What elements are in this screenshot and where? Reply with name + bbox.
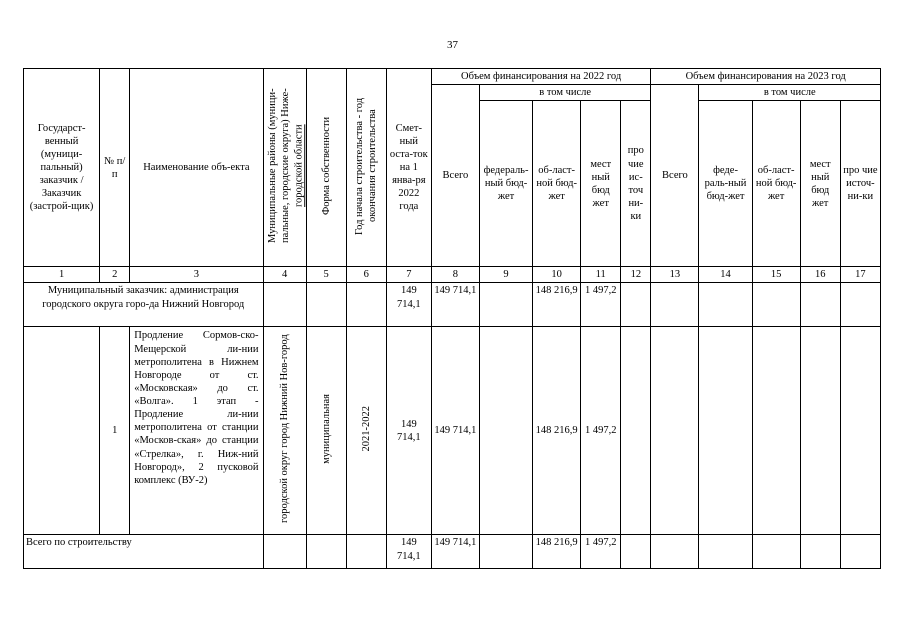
estimate-balance-value: 149 714,1 bbox=[386, 327, 431, 535]
total-2022-value: 149 714,1 bbox=[431, 535, 479, 569]
local-2022-value: 1 497,2 bbox=[581, 327, 621, 535]
col-number: 15 bbox=[752, 267, 800, 283]
header-estimate-balance: Смет-ный оста-ток на 1 янва-ря 2022 года bbox=[386, 69, 431, 267]
total-label: Всего по строительству bbox=[24, 535, 264, 569]
object-years: 2021-2022 bbox=[346, 327, 386, 535]
header-customer: Государст-венный (муници-пальный) заказчик / Заказчик (застрой-щик) bbox=[24, 69, 100, 267]
col-number: 2 bbox=[100, 267, 130, 283]
object-district: городской округ город Нижний Нов-город bbox=[263, 327, 306, 535]
col-number: 3 bbox=[130, 267, 263, 283]
header-other-2022: про чие ис-точ ни-ки bbox=[621, 101, 651, 267]
col-number: 17 bbox=[840, 267, 880, 283]
header-total-2023: Всего bbox=[651, 85, 699, 267]
header-years: Год начала строительства - год окончания строительства bbox=[346, 69, 386, 267]
object-name: Продление Сормов-ско-Мещерской ли-нии метрополитена в Нижнем Новгороде от ст. «Московская» до ст. «Волга». 1 этап - Продление ли-нии метрополитена от станции «Москов-ская» до станции «Стрелка», г. Ниж-ний Новгород», 2 пусковой комплекс (ВУ-2) bbox=[130, 327, 263, 535]
col-number: 10 bbox=[533, 267, 581, 283]
regional-2022-value: 148 216,9 bbox=[533, 327, 581, 535]
header-federal-2023: феде-раль-ный бюд-жет bbox=[699, 101, 752, 267]
total-2022-value: 149 714,1 bbox=[431, 327, 479, 535]
col-number: 1 bbox=[24, 267, 100, 283]
object-ownership: муниципальная bbox=[306, 327, 346, 535]
header-federal-2022: федераль-ный бюд-жет bbox=[479, 101, 532, 267]
header-object-name: Наименование объ-екта bbox=[130, 69, 263, 267]
header-number: № п/п bbox=[100, 69, 130, 267]
col-number: 7 bbox=[386, 267, 431, 283]
object-row bbox=[24, 327, 881, 535]
col-number: 5 bbox=[306, 267, 346, 283]
regional-2022-value: 148 216,9 bbox=[533, 283, 581, 327]
col-number: 13 bbox=[651, 267, 699, 283]
col-number: 8 bbox=[431, 267, 479, 283]
header-district: Муниципальные районы (муници-пальные, городские округа) Ниже- городской области bbox=[263, 69, 306, 267]
col-number: 16 bbox=[800, 267, 840, 283]
local-2022-value: 1 497,2 bbox=[581, 283, 621, 327]
financing-table bbox=[23, 68, 881, 569]
total-row bbox=[24, 535, 881, 569]
header-ownership: Форма собственности bbox=[306, 69, 346, 267]
header-financing-2023: Объем финансирования на 2023 год bbox=[651, 69, 881, 85]
object-number: 1 bbox=[100, 327, 130, 535]
col-number: 14 bbox=[699, 267, 752, 283]
local-2022-value: 1 497,2 bbox=[581, 535, 621, 569]
header-regional-2023: об-ласт-ной бюд-жет bbox=[752, 101, 800, 267]
col-number: 11 bbox=[581, 267, 621, 283]
header-including-2023: в том числе bbox=[699, 85, 881, 101]
col-number: 6 bbox=[346, 267, 386, 283]
header-local-2022: мест ный бюд жет bbox=[581, 101, 621, 267]
total-2022-value: 149 714,1 bbox=[431, 283, 479, 327]
estimate-balance-value: 149 714,1 bbox=[386, 283, 431, 327]
customer-row bbox=[24, 283, 881, 327]
header-including-2022: в том числе bbox=[479, 85, 650, 101]
header-regional-2022: об-ласт-ной бюд-жет bbox=[533, 101, 581, 267]
col-number: 9 bbox=[479, 267, 532, 283]
col-number: 4 bbox=[263, 267, 306, 283]
header-financing-2022: Объем финансирования на 2022 год bbox=[431, 69, 650, 85]
column-numbers-row bbox=[24, 267, 881, 283]
regional-2022-value: 148 216,9 bbox=[533, 535, 581, 569]
page-number: 37 bbox=[447, 39, 458, 51]
header-total-2022: Всего bbox=[431, 85, 479, 267]
header-local-2023: мест ный бюд жет bbox=[800, 101, 840, 267]
customer-label: Муниципальный заказчик: администрация городского округа горо-да Нижний Новгород bbox=[24, 283, 264, 327]
col-number: 12 bbox=[621, 267, 651, 283]
estimate-balance-value: 149 714,1 bbox=[386, 535, 431, 569]
header-other-2023: про чие источ-ни-ки bbox=[840, 101, 880, 267]
